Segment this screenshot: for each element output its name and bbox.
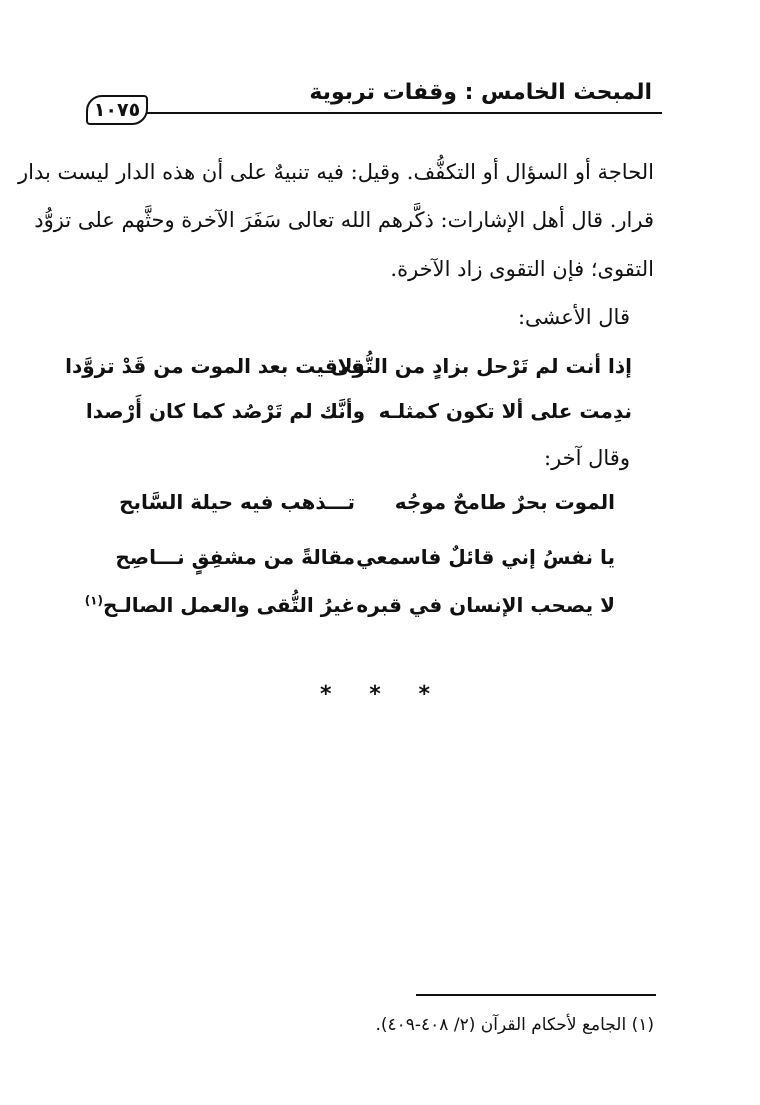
section-title: المبحث الخامس : وقفات تربوية: [309, 80, 652, 105]
footnote-text: (١) الجامع لأحكام القرآن (٢/ ٤٠٨-٤٠٩).: [375, 1015, 654, 1035]
separator-star: *: [320, 682, 332, 707]
poet-intro: قال الأعشى:: [517, 305, 630, 329]
verse-second-hemistich: ولاقيت بعد الموت من قَدْ تزوَّدا: [65, 354, 365, 378]
verse-first-hemistich: يا نفسُ إني قائلٌ فاسمعي: [356, 545, 615, 569]
prose-line: التقوى؛ فإن التقوى زاد الآخرة.: [390, 257, 654, 281]
poet-intro: وقال آخر:: [544, 446, 630, 470]
page-number-badge: [86, 95, 148, 125]
verse-first-hemistich: ندِمت على ألا تكون كمثلـه: [378, 399, 632, 423]
verse-second-hemistich: مقالةً من مشفِقٍ نـــاصِح: [115, 545, 355, 569]
prose-line: الحاجة أو السؤال أو التكفُّف. وقيل: فيه تنبيهٌ على أن هذه الدار ليست بدار: [17, 160, 654, 184]
verse-first-hemistich: الموت بحرٌ طامحٌ موجُه: [394, 490, 615, 514]
prose-line: قرار. قال أهل الإشارات: ذكَّرهم الله تعالى سَفَرَ الآخرة وحثَّهم على تزوُّد: [34, 208, 654, 232]
footnote-reference: (١): [84, 593, 103, 608]
verse-second-hemistich: وأنَّك لم تَرْصُد كما كان أَرْصدا: [85, 399, 365, 423]
verse-first-hemistich: لا يصحب الإنسان في قبره: [356, 593, 615, 617]
page-number: ١٠٧٥: [93, 99, 141, 121]
verse-second-hemistich: [85, 593, 355, 617]
section-separator: [320, 682, 430, 707]
footnote-divider: [416, 994, 656, 996]
separator-star: *: [418, 682, 430, 707]
verse-second-hemistich: تـــذهب فيه حيلة السَّابح: [119, 490, 355, 514]
verse-text: غيرُ التُّقى والعمل الصالـح: [102, 593, 355, 617]
separator-star: *: [369, 682, 381, 707]
verse-first-hemistich: إذا أنت لم تَرْحل بزادٍ من التُّقى: [330, 354, 632, 378]
header-divider: [146, 112, 662, 114]
